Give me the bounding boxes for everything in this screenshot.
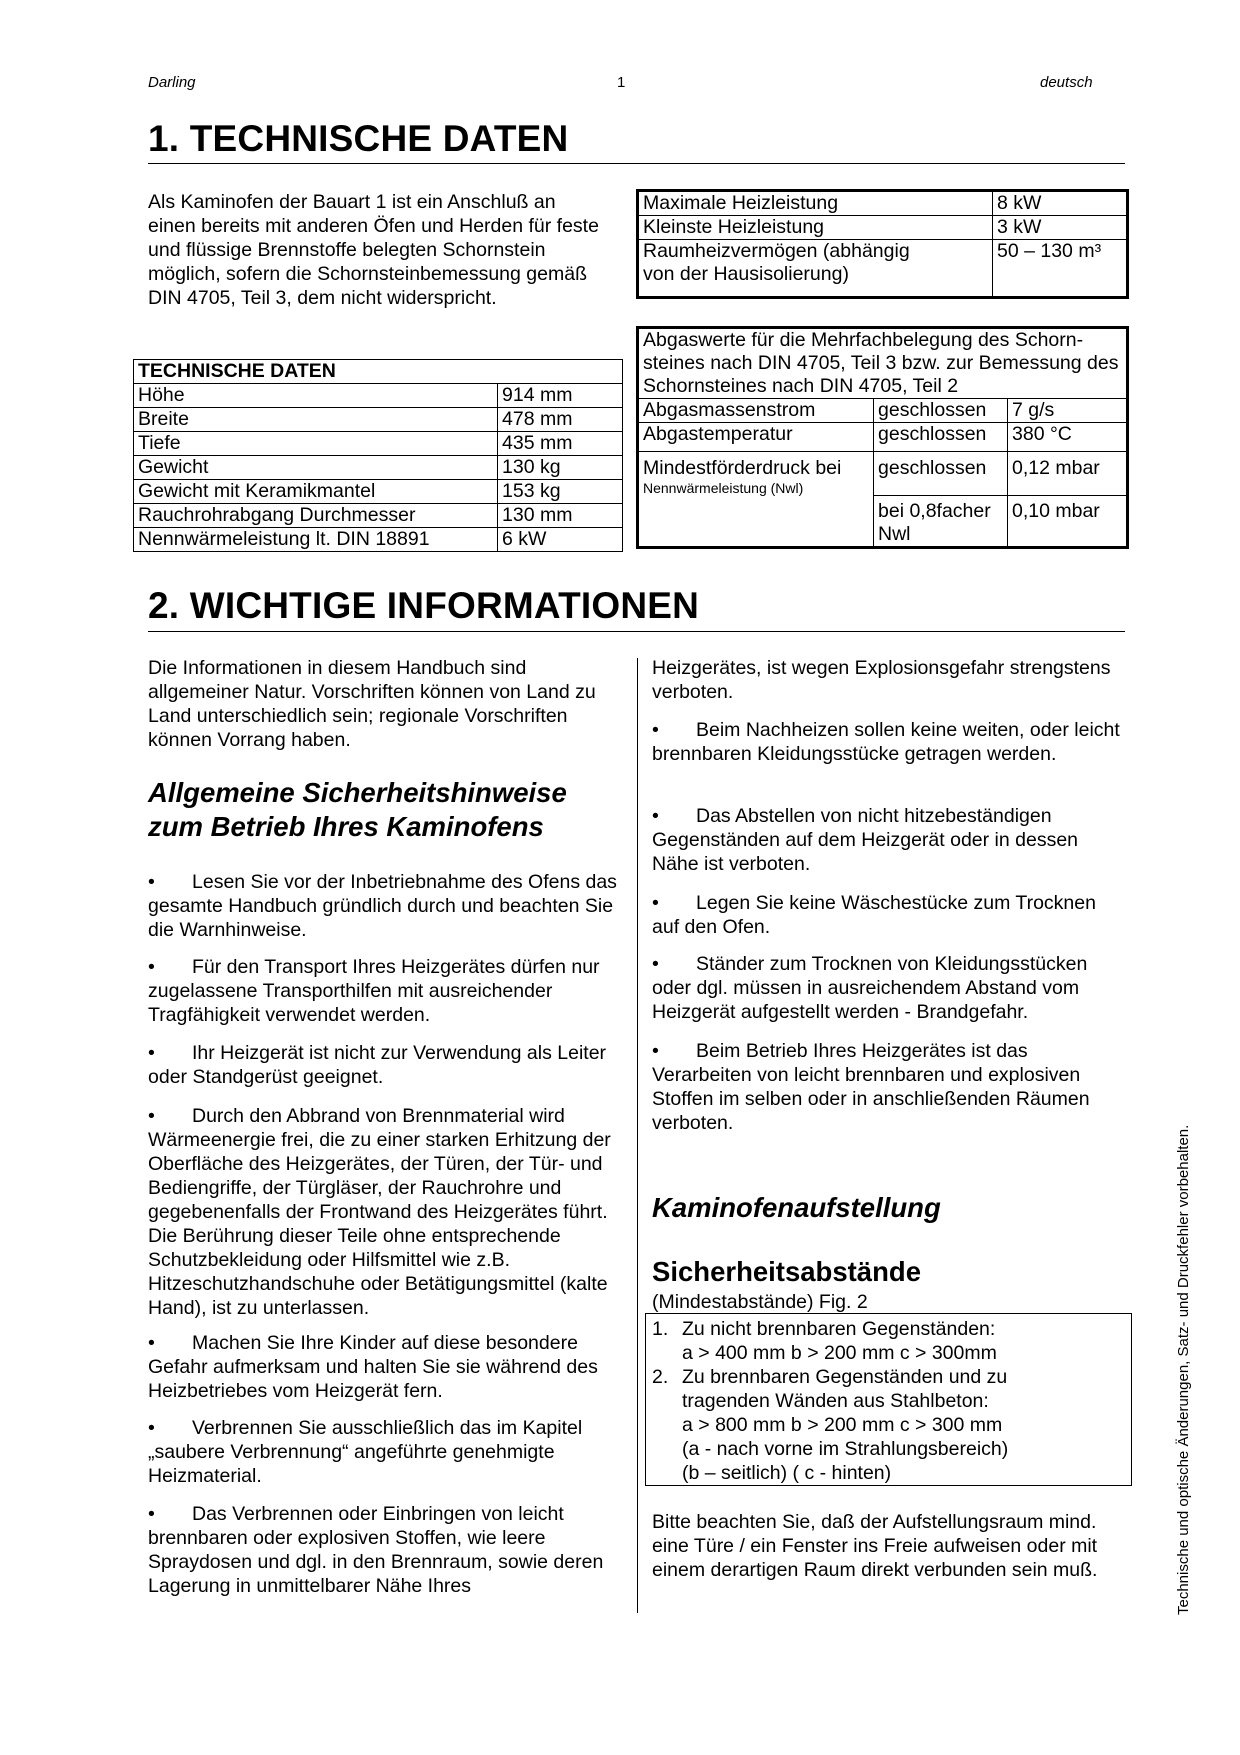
- column-divider: [637, 658, 638, 1613]
- table-cell: Tiefe: [134, 432, 498, 456]
- header-product: Darling: [148, 74, 196, 91]
- table-cell: Rauchrohrabgang Durchmesser: [134, 504, 498, 528]
- table-row: [638, 240, 1128, 298]
- exhaust-table: [636, 326, 1129, 549]
- table-cell: 435 mm: [498, 432, 623, 456]
- table-cell: Höhe: [134, 384, 498, 408]
- list-item: [652, 891, 1122, 939]
- exhaust-r3-sub: Nennwärmeleistung (Nwl): [643, 480, 804, 496]
- power-table: [636, 189, 1129, 299]
- table-cell: 0,12 mbar: [1008, 452, 1128, 496]
- install-heading: Kaminofenaufstellung: [652, 1192, 941, 1223]
- bullet-icon: •: [148, 1332, 155, 1354]
- section-2-rule: [148, 631, 1125, 632]
- table-cell: geschlossen: [874, 423, 1008, 452]
- list-item: [148, 1331, 618, 1403]
- exhaust-r3-label: Mindestförderdruck bei: [643, 457, 842, 479]
- tech-data-table: [133, 359, 623, 552]
- list-item-text: Verbrennen Sie ausschließlich das im Kapitel „saubere Verbrennung“ angeführte genehmigte Heizmaterial.: [148, 1417, 583, 1487]
- table-row: [638, 399, 1128, 423]
- section-1-intro: Als Kaminofen der Bauart 1 ist ein Anschluß an einen bereits mit anderen Öfen und Herden für feste und flüssige Brennstoffe belegten Schornstein möglich, sofern die Schornsteinbemessung gemäß DIN 4705, Teil 3, dem nicht widerspricht.: [148, 191, 599, 309]
- table-cell: 380 °C: [1008, 423, 1128, 452]
- list-item: [652, 1039, 1122, 1135]
- list-item: [652, 718, 1122, 766]
- section-1-title: 1. TECHNISCHE DATEN: [148, 118, 569, 159]
- closing-note: Bitte beachten Sie, daß der Aufstellungsraum mind. eine Türe / ein Fenster ins Freie aufweisen oder mit einem derartigen Raum direkt verbunden sein muß.: [652, 1511, 1098, 1581]
- bullet-icon: •: [148, 1417, 155, 1439]
- bullet-icon: •: [148, 1105, 155, 1127]
- header-language: deutsch: [1040, 74, 1093, 91]
- table-cell: 6 kW: [498, 528, 623, 552]
- bullet-icon: •: [148, 1042, 155, 1064]
- table-cell: 3 kW: [993, 216, 1128, 240]
- table-cell: 130 mm: [498, 504, 623, 528]
- list-item: [148, 1416, 618, 1488]
- list-item: [652, 952, 1122, 1024]
- bullet-icon: •: [148, 956, 155, 978]
- distance-item1-title: Zu nicht brennbaren Gegenständen:: [682, 1318, 996, 1340]
- table-cell: 7 g/s: [1008, 399, 1128, 423]
- page-number: 1: [617, 74, 626, 91]
- list-item-text: Beim Betrieb Ihres Heizgerätes ist das Verarbeiten von leicht brennbaren und explosiven Stoffen im selben oder in anschließenden Räumen verboten.: [652, 1040, 1090, 1134]
- table-row: [134, 456, 623, 480]
- table-row: [134, 432, 623, 456]
- table-cell: Gewicht: [134, 456, 498, 480]
- table-cell: 478 mm: [498, 408, 623, 432]
- distance-item2-note2: (b – seitlich) ( c - hinten): [682, 1462, 892, 1484]
- table-cell: Gewicht mit Keramikmantel: [134, 480, 498, 504]
- list-item-text: Machen Sie Ihre Kinder auf diese besondere Gefahr aufmerksam und halten Sie sie während des Heizbetriebes vom Heizgerät fern.: [148, 1332, 598, 1402]
- table-row: [134, 480, 623, 504]
- distance-item2-title: Zu brennbaren Gegenständen und zu: [682, 1366, 1008, 1388]
- distance-box: [645, 1313, 1132, 1486]
- distance-subheading: (Mindestabstände) Fig. 2: [652, 1291, 868, 1313]
- bullet-icon: •: [652, 805, 659, 827]
- bullet-icon: •: [652, 1040, 659, 1062]
- distance-item2-values: a > 800 mm b > 200 mm c > 300 mm: [682, 1414, 1003, 1436]
- table-row: [134, 360, 623, 384]
- distance-num-1: 1.: [652, 1318, 669, 1340]
- side-disclaimer: Technische und optische Änderungen, Satz- und Druckfehler vorbehalten.: [1175, 1124, 1192, 1615]
- section-2-title: 2. WICHTIGE INFORMATIONEN: [148, 585, 700, 626]
- table-cell: Kleinste Heizleistung: [638, 216, 993, 240]
- distance-num-2: 2.: [652, 1366, 669, 1388]
- table-row: [638, 423, 1128, 452]
- table-cell: 8 kW: [993, 191, 1128, 216]
- distance-item2-note1: (a - nach vorne im Strahlungsbereich): [682, 1438, 1009, 1460]
- list-item: [148, 1502, 618, 1598]
- table-row: [134, 408, 623, 432]
- distance-heading: Sicherheitsabstände: [652, 1256, 921, 1287]
- list-item: [652, 804, 1122, 876]
- table-cell: geschlossen: [874, 399, 1008, 423]
- section-2-intro: Die Informationen in diesem Handbuch sind allgemeiner Natur. Vorschriften können von Land zu Land unterschiedlich sein; regionale Vorschriften können Vorrang haben.: [148, 657, 596, 751]
- table-cell: Abgasmassenstrom: [638, 399, 874, 423]
- table-row: [638, 191, 1128, 216]
- list-item: [148, 1104, 618, 1320]
- list-item-text: Legen Sie keine Wäschestücke zum Trocknen auf den Ofen.: [652, 892, 1096, 938]
- list-item-text: Ihr Heizgerät ist nicht zur Verwendung als Leiter oder Standgerüst geeignet.: [148, 1042, 607, 1088]
- table-cell: Abgastemperatur: [638, 423, 874, 452]
- table-cell: 130 kg: [498, 456, 623, 480]
- bullet-icon: •: [652, 892, 659, 914]
- list-item-text: Das Abstellen von nicht hitzebeständigen Gegenständen auf dem Heizgerät oder in dessen Nähe ist verboten.: [652, 805, 1079, 875]
- list-item-text: Beim Nachheizen sollen keine weiten, oder leicht brennbaren Kleidungsstücke getragen werden.: [652, 719, 1120, 765]
- bullet-icon: •: [652, 953, 659, 975]
- tech-table-heading: TECHNISCHE DATEN: [134, 360, 623, 384]
- table-cell: 153 kg: [498, 480, 623, 504]
- list-item-text: Ständer zum Trocknen von Kleidungsstücken oder dgl. müssen in ausreichendem Abstand vom Heizgerät aufgestellt werden - Brandgefahr.: [652, 953, 1088, 1023]
- bullet-icon: •: [148, 871, 155, 893]
- list-item-text: Das Verbrennen oder Einbringen von leicht brennbaren oder explosiven Stoffen, wie leere Spraydosen und dgl. in den Brennraum, sowie deren Lagerung in unmittelbarer Nähe Ihres: [148, 1503, 604, 1597]
- list-item: [148, 1041, 618, 1089]
- table-cell: 50 – 130 m³: [993, 240, 1128, 298]
- distance-item2-title2: tragenden Wänden aus Stahlbeton:: [682, 1390, 989, 1412]
- bullet-icon: •: [148, 1503, 155, 1525]
- safety-heading: Allgemeine Sicherheitshinweise zum Betrieb Ihres Kaminofens: [148, 777, 567, 842]
- table-cell: Breite: [134, 408, 498, 432]
- exhaust-table-heading: Abgaswerte für die Mehrfachbelegung des Schorn-steines nach DIN 4705, Teil 3 bzw. zur Bemessung des Schornsteines nach DIN 4705, Teil 2: [638, 328, 1128, 399]
- table-cell: Maximale Heizleistung: [638, 191, 993, 216]
- list-item: [148, 955, 618, 1027]
- table-cell: [638, 452, 874, 548]
- table-row: [638, 452, 1128, 496]
- table-cell: 914 mm: [498, 384, 623, 408]
- right-continuation: Heizgerätes, ist wegen Explosionsgefahr strengstens verboten.: [652, 657, 1111, 703]
- table-cell: 0,10 mbar: [1008, 496, 1128, 548]
- table-row: [134, 528, 623, 552]
- table-row: [638, 328, 1128, 399]
- table-cell: bei 0,8facher Nwl: [874, 496, 1008, 548]
- list-item-text: Durch den Abbrand von Brennmaterial wird Wärmeenergie frei, die zu einer starken Erhitzung der Oberfläche des Heizgerätes, der Türen, der Tür- und Bediengriffe, der Türgläser, der Rauchrohre und gegebenenfalls der Frontwand des Heizgerätes führt. Die Berührung dieser Teile ohne entsprechende Schutzbekleidung oder Hilfsmittel wie z.B. Hitzeschutzhandschuhe oder Betätigungsmittel (kalte Hand), ist zu unterlassen.: [148, 1105, 611, 1319]
- list-item-text: Lesen Sie vor der Inbetriebnahme des Ofens das gesamte Handbuch gründlich durch und beachten Sie die Warnhinweise.: [148, 871, 617, 941]
- list-item: [148, 870, 618, 942]
- section-1-rule: [148, 163, 1125, 164]
- table-row: [134, 504, 623, 528]
- table-row: [638, 216, 1128, 240]
- table-row: [134, 384, 623, 408]
- table-cell: Nennwärmeleistung lt. DIN 18891: [134, 528, 498, 552]
- table-cell: geschlossen: [874, 452, 1008, 496]
- table-cell: Raumheizvermögen (abhängig von der Hausisolierung): [638, 240, 993, 298]
- bullet-icon: •: [652, 719, 659, 741]
- distance-item1-values: a > 400 mm b > 200 mm c > 300mm: [682, 1342, 997, 1364]
- list-item-text: Für den Transport Ihres Heizgerätes dürfen nur zugelassene Transporthilfen mit ausreichender Tragfähigkeit verwendet werden.: [148, 956, 600, 1026]
